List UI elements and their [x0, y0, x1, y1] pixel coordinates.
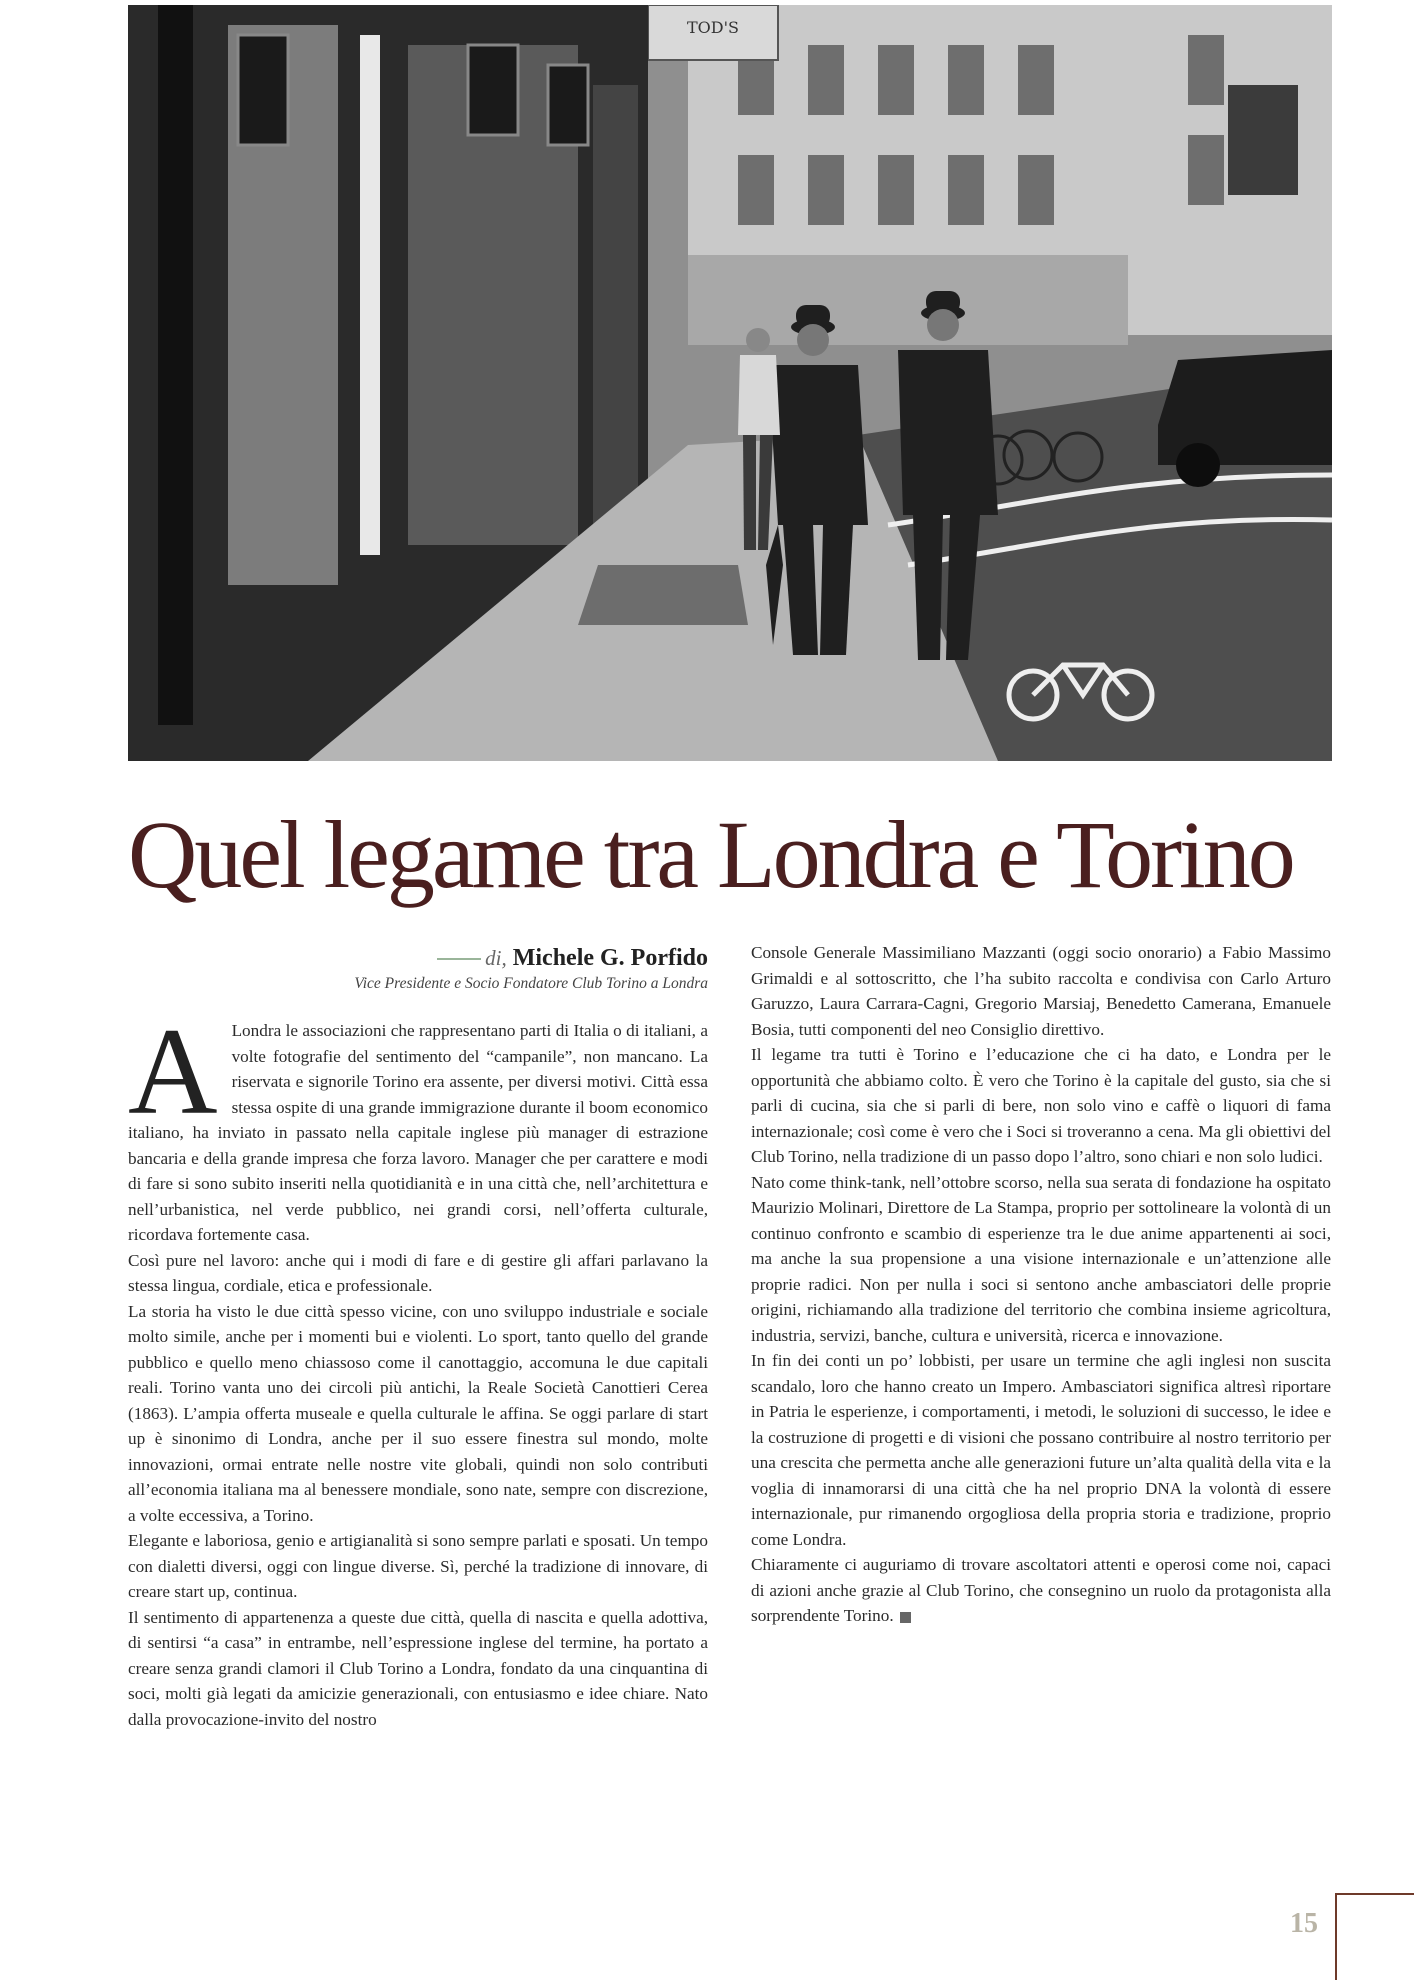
paragraph-text: Chiaramente ci auguriamo di trovare ascoltatori attenti e operosi come noi, capaci di azioni anche grazie al Club Torino, che consegnino un ruolo da protagonista alla sorprendente Torino.	[751, 1555, 1331, 1625]
paragraph: Elegante e laboriosa, genio e artigianalità si sono sempre parlati e sposati. Un tempo con dialetti diversi, oggi con lingue diverse. Sì, perché la tradizione di innovare, di creare start up, continua.	[128, 1531, 708, 1601]
article-title: Quel legame tra Londra e Torino	[128, 801, 1293, 908]
hero-photo	[128, 5, 1332, 761]
paragraph-text: Londra le associazioni che rappresentano parti di Italia o di italiani, a volte fotografie del sentimento del “campanile”, non mancano. La riservata e signorile Torino era assente, per diversi motivi. Città essa stessa ospite di una grande immigrazione durante il boom economico italiano, ha inviato in passato nella capitale inglese più manager di estrazione bancaria e della grande impresa che forza lavoro. Manager che per carattere e modi di fare si sono subito inseriti nella quotidianità e in una città che, nell’architettura e nell’urbanistica, nel verde pubblico, nei grandi corsi, nell’offerta culturale, ricordava fortemente casa.	[128, 1021, 708, 1244]
drop-cap: A	[128, 1003, 218, 1140]
author-role: Vice Presidente e Socio Fondatore Club Torino a Londra	[354, 975, 708, 992]
byline-rule	[437, 958, 481, 960]
paragraph: Nato come think-tank, nell’ottobre scorso, nella sua serata di fondazione ha ospitato Maurizio Molinari, Direttore de La Stampa, proprio per sottolineare la volontà di un continuo confronto e scambio di esperienze tra le due anime appartenenti ai soci, ma anche la sua propensione a una visione internazionale e un’attenzione alle proprie radici. Non per nulla i soci si sentono anche ambasciatori delle proprie origini, richiamando alla tradizione del territorio che combina insieme agricoltura, industria, servizi, banche, cultura e università, ricerca e innovazione.	[751, 1172, 1331, 1345]
paragraph: Così pure nel lavoro: anche qui i modi di fare e di gestire gli affari parlavano la stessa lingua, cordiale, etica e professionale.	[128, 1250, 708, 1295]
shop-sign: TOD'S	[687, 18, 739, 37]
paragraph: Console Generale Massimiliano Mazzanti (oggi socio onorario) a Fabio Massimo Grimaldi e al sottoscritto, che l’ha subito raccolta e condivisa con Carlo Arturo Garuzzo, Laura Carrara-Cagni, Gregorio Marsiaj, Benedetto Camerana, Emanuele Bosia, tutti componenti del neo Consiglio direttivo.	[751, 943, 1331, 1039]
byline-prefix: di,	[485, 946, 507, 970]
paragraph: La storia ha visto le due città spesso vicine, con uno sviluppo industriale e sociale molto simile, anche per i momenti bui e violenti. Lo sport, tanto quello del grande pubblico e quello meno chiassoso come il canottaggio, accomuna le due capitali reali. Torino vanta uno dei circoli più antichi, la Reale Società Canottieri Cerea (1863). L’ampia offerta museale e quella culturale le affina. Se oggi parlare di start up è sinonimo di Londra, anche per il suo essere finestra sul mondo, molte innovazioni, ormai entrate nelle nostre vite globali, quindi non solo contributi all’economia italiana ma al benessere mondiale, sono nate, sempre con discrezione, a volte eccessiva, a Torino.	[128, 1301, 708, 1525]
author-name: Michele G. Porfido	[512, 945, 708, 971]
paragraph: Il sentimento di appartenenza a queste due città, quella di nascita e quella adottiva, di sentirsi “a casa” in entrambe, nell’espressione inglese del termine, ha portato a creare senza grandi clamori il Club Torino a Londra, fondato da una cinquantina di soci, molti già legati da amicizie generazionali, con entusiasmo e idee chiare. Nato dalla provocazione-invito del nostro	[128, 1607, 708, 1729]
article-column-right	[751, 940, 1331, 1629]
london-street-photo	[128, 5, 1332, 761]
byline	[128, 943, 708, 973]
paragraph: Il legame tra tutti è Torino e l’educazione che ci ha dato, e Londra per le opportunità che abbiamo colto. È vero che Torino è la capitale del gusto, sia che si parli di cucina, sia che si parli di bere, non solo vino e caffè o liquori di fama internazionale; così come è vero che i Soci si troveranno a cena. Ma gli obiettivi del Club Torino, nella tradizione di un passo dopo l’altro, sono chiari e non solo ludici.	[751, 1045, 1331, 1166]
corner-rule-horizontal	[1335, 1893, 1414, 1895]
article-column-left	[128, 1003, 708, 1732]
paragraph: In fin dei conti un po’ lobbisti, per usare un termine che agli inglesi non suscita scandalo, loro che hanno creato un Impero. Ambasciatori significa altresì riportare in Patria le esperienze, i comportamenti, i metodi, le soluzioni di successo, le idee e la costruzione di progetti e di visioni che possano contribuire al nostro territorio per una crescita che permetta anche alle generazioni future un’alta qualità della vita e la voglia di innamorarsi di una città che ha nel proprio DNA la volontà di essere internazionale, pur rimanendo orgogliosa della propria storia e tradizione, proprio come Londra.	[751, 1351, 1331, 1549]
corner-rule-vertical	[1335, 1893, 1337, 1980]
end-of-article-icon	[900, 1612, 911, 1623]
paragraph	[751, 1552, 1331, 1629]
page-number: 15	[1290, 1908, 1318, 1939]
paragraph	[128, 1003, 708, 1248]
